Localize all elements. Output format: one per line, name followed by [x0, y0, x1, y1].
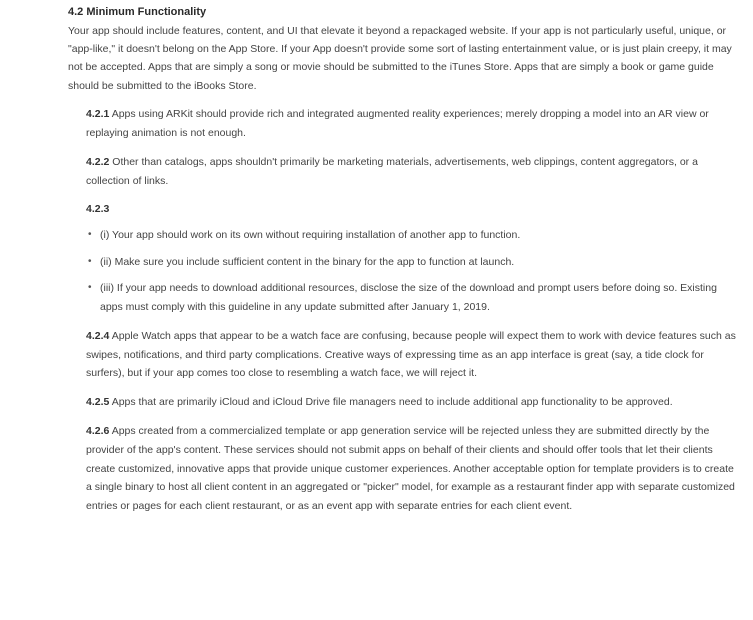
bullet-icon: •	[88, 282, 92, 294]
guideline-number: 4.2.1	[86, 108, 110, 121]
bullet-icon: •	[88, 255, 92, 267]
guideline-4-2-1	[86, 105, 739, 142]
guideline-4-2-3-list	[88, 226, 739, 316]
section-intro: Your app should include features, content, and UI that elevate it beyond a repackaged website. If your app is not particularly useful, unique, or "app-like," it doesn't belong on the App Store. If your App doesn't provide some sort of lasting entertainment value, or is just plain creepy, it may not be accepted. Apps that are simply a song or movie should be submitted to the iTunes Store. Apps that are simply a book or game guide should be submitted to the iBooks Store.	[68, 25, 732, 92]
guideline-text: Apps created from a commercialized template or app generation service will be rejected unless they are submitted directly by the provider of the app's content. These services should not submit apps on behalf of their clients and should offer tools that let their clients create customized, innovative apps that provide unique customer experiences. Another acceptable option for template providers is to create a single binary to host all client content in an aggregated or "picker" model, for example as a restaurant finder app with separate customized entries or pages for each client restaurant, or as an event app with separate entries for each client event.	[86, 425, 735, 512]
list-item	[88, 279, 739, 316]
list-item	[88, 226, 739, 245]
guideline-text: Apps using ARKit should provide rich and integrated augmented reality experiences; merely dropping a model into an AR view or replaying animation is not enough.	[86, 108, 709, 139]
guideline-4-2-6	[86, 422, 739, 515]
guideline-4-2-3-heading: 4.2.3	[86, 203, 110, 216]
list-item-text: (i) Your app should work on its own without requiring installation of another app to function.	[100, 229, 521, 242]
guideline-number: 4.2.5	[86, 396, 110, 409]
guideline-4-2-4	[86, 327, 739, 383]
guideline-number: 4.2.4	[86, 330, 110, 343]
guideline-text: Other than catalogs, apps shouldn't primarily be marketing materials, advertisements, web clippings, content aggregators, or a collection of links.	[86, 156, 698, 187]
guideline-text: Apps that are primarily iCloud and iCloud Drive file managers need to include additional app functionality to be approved.	[109, 396, 673, 409]
guideline-4-2-5	[86, 393, 739, 412]
list-item-text: (ii) Make sure you include sufficient content in the binary for the app to function at launch.	[100, 255, 515, 268]
section-title: 4.2 Minimum Functionality	[68, 6, 207, 18]
guideline-4-2-2	[86, 153, 739, 190]
bullet-icon: •	[88, 229, 92, 241]
guideline-text: Apple Watch apps that appear to be a watch face are confusing, because people will expect them to work with device features such as swipes, notifications, and third party complications. Creative ways of expressing time as an app interface is great (say, a tide clock for surfers), but if your app comes too close to resembling a watch face, we will reject it.	[86, 330, 736, 380]
guideline-number: 4.2.2	[86, 156, 110, 168]
guideline-number: 4.2.6	[86, 425, 110, 438]
list-item-text: (iii) If your app needs to download additional resources, disclose the size of the download and prompt users before doing so. Existing apps must comply with this guideline in any update submitted after January 1, 2019.	[100, 282, 717, 313]
list-item	[88, 253, 739, 272]
